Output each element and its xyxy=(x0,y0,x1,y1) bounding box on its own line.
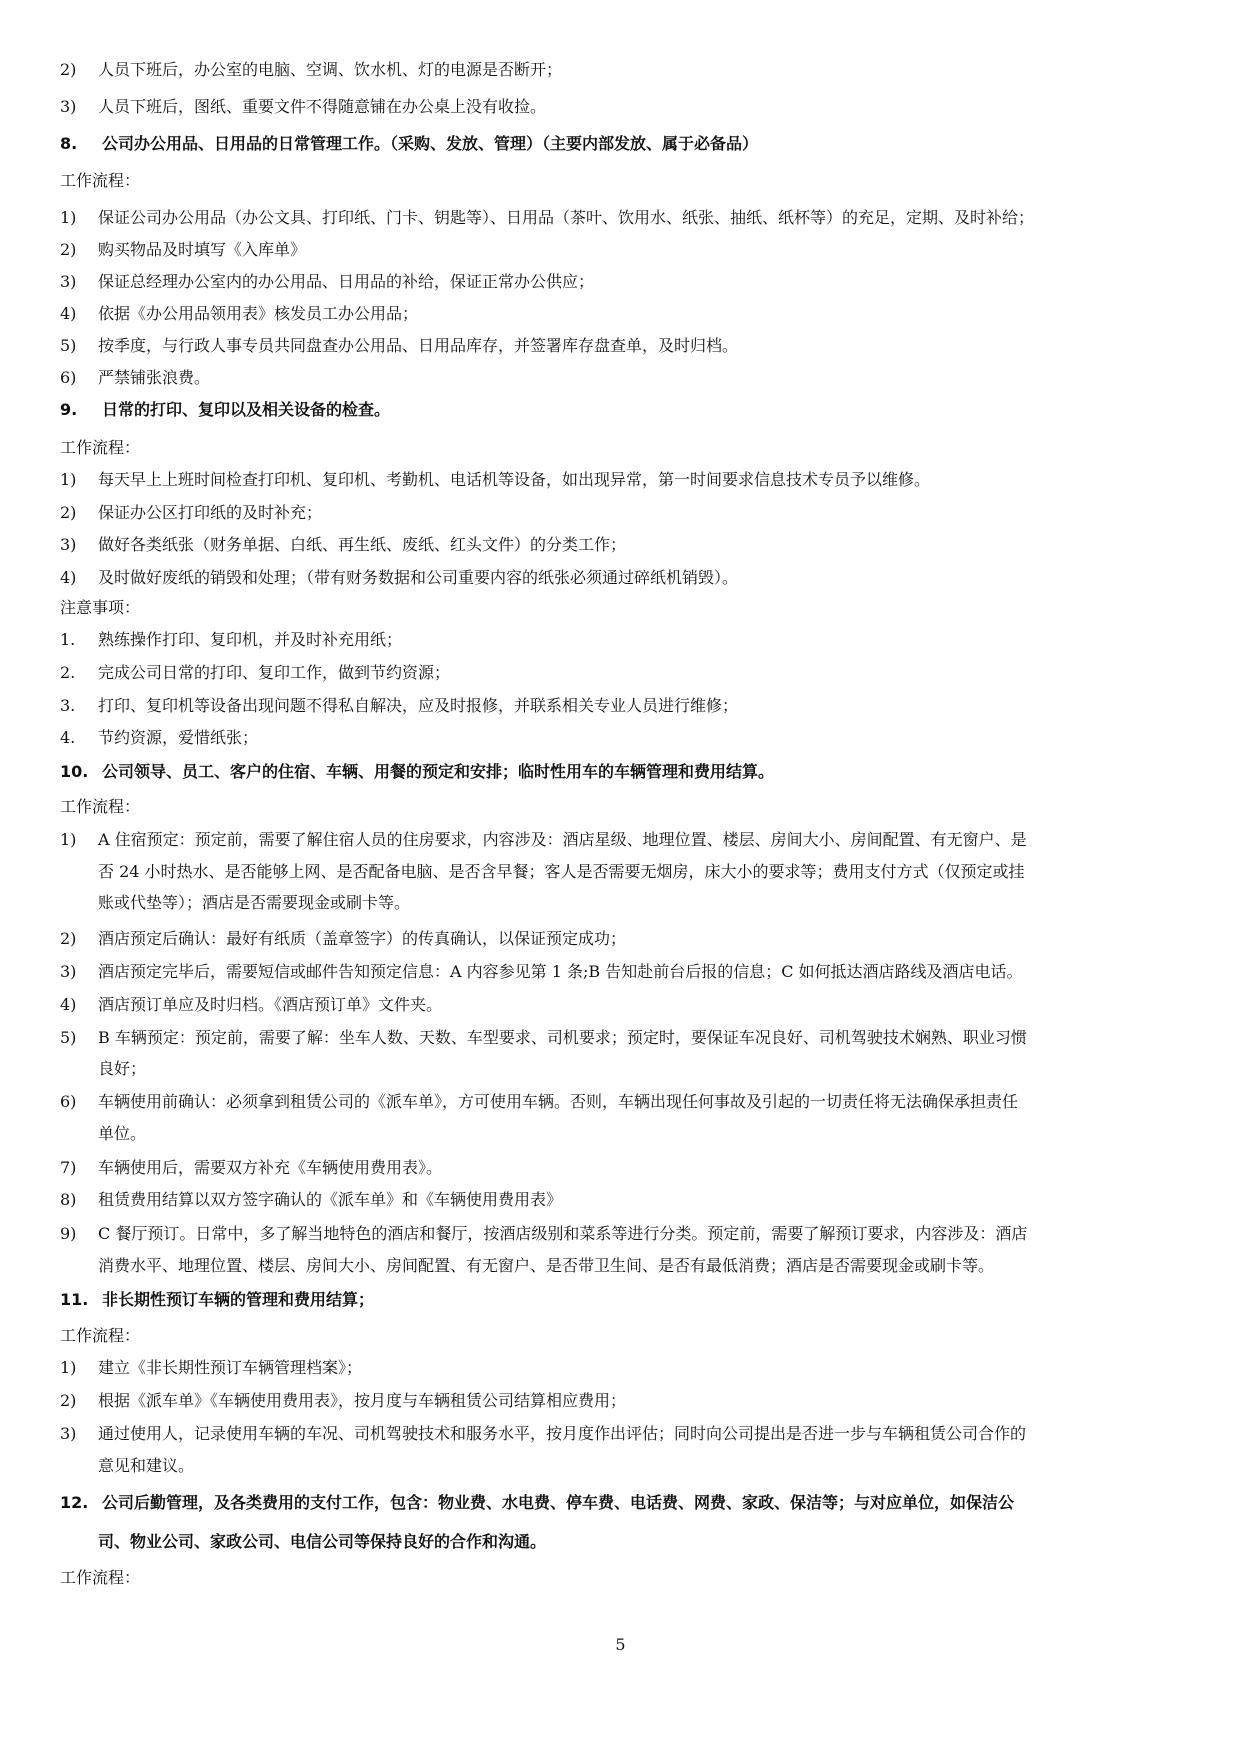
list-item: 2) 购买物品及时填写《入库单》 xyxy=(60,240,307,259)
list-item-continuation: 否 24 小时热水、是否能够上网、是否配备电脑、是否含早餐；客人是否需要无烟房，床大小的要求等；费用支付方式（仅预定或挂 xyxy=(98,862,1025,881)
list-item: 4. 节约资源，爱惜纸张； xyxy=(60,728,259,747)
list-item: 2) 保证办公区打印纸的及时补充； xyxy=(60,503,323,522)
list-item: 1) A 住宿预定：预定前，需要了解住宿人员的住房要求，内容涉及：酒店星级、地理位置、楼层、房间大小、房间配置、有无窗户、是 xyxy=(60,830,1027,849)
section-heading: 9. 日常的打印、复印以及相关设备的检查。 xyxy=(60,400,391,419)
list-item: 2) 根据《派车单》《车辆使用费用表》，按月度与车辆租赁公司结算相应费用； xyxy=(60,1391,627,1410)
workflow-label: 工作流程： xyxy=(60,1326,141,1345)
section-heading: 8. 公司办公用品、日用品的日常管理工作。（采购、发放、管理）（主要内部发放、属于必备品） xyxy=(60,134,759,153)
section-heading: 12. 公司后勤管理，及各类费用的支付工作，包含：物业费、水电费、停车费、电话费、网费、家政、保洁等；与对应单位，如保洁公 xyxy=(60,1493,1015,1512)
list-item: 2) 酒店预定后确认：最好有纸质（盖章签字）的传真确认，以保证预定成功； xyxy=(60,929,627,948)
list-item: 1) 保证公司办公用品（办公文具、打印纸、门卡、钥匙等）、日用品（茶叶、饮用水、纸张、抽纸、纸杯等）的充足，定期、及时补给； xyxy=(60,208,1035,227)
list-item: 1) 建立《非长期性预订车辆管理档案》； xyxy=(60,1358,363,1377)
list-item: 2. 完成公司日常的打印、复印工作，做到节约资源； xyxy=(60,663,451,682)
workflow-label: 工作流程： xyxy=(60,797,141,816)
list-item: 7) 车辆使用后，需要双方补充《车辆使用费用表》。 xyxy=(60,1158,443,1177)
list-item: 1. 熟练操作打印、复印机，并及时补充用纸； xyxy=(60,630,403,649)
list-item: 3) 做好各类纸张（财务单据、白纸、再生纸、废纸、红头文件）的分类工作； xyxy=(60,535,627,554)
list-item: 6) 严禁铺张浪费。 xyxy=(60,368,211,387)
section-heading-continuation: 司、物业公司、家政公司、电信公司等保持良好的合作和沟通。 xyxy=(98,1532,547,1551)
list-item-continuation: 意见和建议。 xyxy=(98,1456,195,1475)
workflow-label: 工作流程： xyxy=(60,1568,141,1587)
list-item-continuation: 消费水平、地理位置、楼层、房间大小、房间配置、有无窗户、是否带卫生间、是否有最低消费；酒店是否需要现金或刷卡等。 xyxy=(98,1256,995,1275)
list-item: 4) 酒店预订单应及时归档。《酒店预订单》文件夹。 xyxy=(60,995,443,1014)
section-heading: 10. 公司领导、员工、客户的住宿、车辆、用餐的预定和安排；临时性用车的车辆管理和费用结算。 xyxy=(60,762,775,781)
list-item: 9) C 餐厅预订。日常中，多了解当地特色的酒店和餐厅，按酒店级别和菜系等进行分类。预定前，需要了解预订要求，内容涉及：酒店 xyxy=(60,1224,1028,1243)
list-item: 3. 打印、复印机等设备出现问题不得私自解决，应及时报修，并联系相关专业人员进行维修； xyxy=(60,696,739,715)
list-item: 4) 及时做好废纸的销毁和处理；（带有财务数据和公司重要内容的纸张必须通过碎纸机销毁）。 xyxy=(60,568,739,587)
list-item-continuation: 良好； xyxy=(98,1059,147,1078)
list-item: 3) 人员下班后，图纸、重要文件不得随意铺在办公桌上没有收捡。 xyxy=(60,97,547,116)
notes-label: 注意事项： xyxy=(60,598,141,617)
section-heading: 11. 非长期性预订车辆的管理和费用结算； xyxy=(60,1290,375,1309)
workflow-label: 工作流程： xyxy=(60,438,141,457)
list-item: 3) 酒店预定完毕后，需要短信或邮件告知预定信息：A 内容参见第 1 条;B 告知赴前台后报的信息；C 如何抵达酒店路线及酒店电话。 xyxy=(60,962,1023,981)
list-item: 5) B 车辆预定：预定前，需要了解：坐车人数、天数、车型要求、司机要求；预定时，要保证车况良好、司机驾驶技术娴熟、职业习惯 xyxy=(60,1028,1027,1047)
list-item: 3) 通过使用人，记录使用车辆的车况、司机驾驶技术和服务水平，按月度作出评估；同时向公司提出是否进一步与车辆租赁公司合作的 xyxy=(60,1424,1027,1443)
list-item-continuation: 单位。 xyxy=(98,1124,147,1143)
list-item: 4) 依据《办公用品领用表》核发员工办公用品； xyxy=(60,304,419,323)
page-number: 5 xyxy=(615,1635,626,1654)
list-item: 3) 保证总经理办公室内的办公用品、日用品的补给，保证正常办公供应； xyxy=(60,272,595,291)
list-item: 2) 人员下班后，办公室的电脑、空调、饮水机、灯的电源是否断开； xyxy=(60,60,563,79)
list-item: 6) 车辆使用前确认：必须拿到租赁公司的《派车单》，方可使用车辆。否则，车辆出现任何事故及引起的一切责任将无法确保承担责任 xyxy=(60,1092,1019,1111)
list-item-continuation: 账或代垫等）；酒店是否需要现金或刷卡等。 xyxy=(98,893,411,912)
list-item: 8) 租赁费用结算以双方签字确认的《派车单》和《车辆使用费用表》 xyxy=(60,1190,563,1209)
workflow-label: 工作流程： xyxy=(60,171,141,190)
list-item: 5) 按季度，与行政人事专员共同盘查办公用品、日用品库存，并签署库存盘查单，及时归档。 xyxy=(60,336,739,355)
list-item: 1) 每天早上上班时间检查打印机、复印机、考勤机、电话机等设备，如出现异常，第一时间要求信息技术专员予以维修。 xyxy=(60,470,931,489)
